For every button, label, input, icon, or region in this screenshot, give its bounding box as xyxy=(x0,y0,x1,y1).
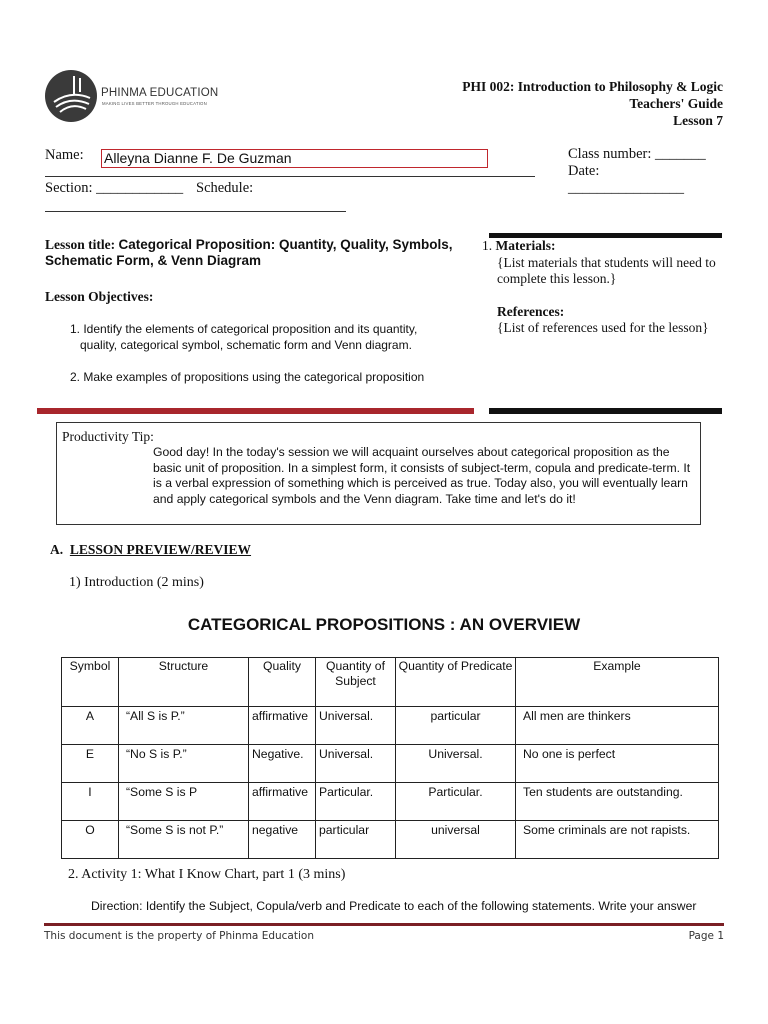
table-cell: “All S is P.” xyxy=(119,707,249,745)
intro-item: 1) Introduction (2 mins) xyxy=(69,575,204,590)
materials-number: 1. xyxy=(482,238,493,253)
section-a-heading xyxy=(50,542,251,558)
table-header: Symbol xyxy=(62,658,119,707)
section-a-prefix: A. xyxy=(50,542,64,557)
table-cell: No one is perfect xyxy=(516,745,719,783)
lesson-number: Lesson 7 xyxy=(673,113,723,128)
activity-title: 2. Activity 1: What I Know Chart, part 1 (3 mins) xyxy=(68,867,346,882)
overview-title: CATEGORICAL PROPOSITIONS : AN OVERVIEW xyxy=(187,615,581,634)
lesson-title-label: Lesson title: xyxy=(45,237,116,252)
date-label: Date: xyxy=(568,163,600,179)
table-row xyxy=(62,745,719,783)
schedule-label: Schedule: xyxy=(196,180,254,196)
table-header: Structure xyxy=(119,658,249,707)
activity-direction: Direction: Identify the Subject, Copula/verb and Predicate to each of the following statements. Write your answer xyxy=(91,899,697,913)
table-cell: universal xyxy=(396,821,516,859)
schedule-underline xyxy=(45,211,346,212)
table-header: Quantity of Subject xyxy=(316,658,396,707)
name-field[interactable]: Alleyna Dianne F. De Guzman xyxy=(101,149,488,168)
table-cell: Universal. xyxy=(316,745,396,783)
table-header-row xyxy=(62,658,719,707)
table-cell: Some criminals are not rapists. xyxy=(516,821,719,859)
divider-bottom-left xyxy=(37,408,474,414)
table-cell: Universal. xyxy=(316,707,396,745)
table-cell: affirmative xyxy=(249,707,316,745)
table-header: Example xyxy=(516,658,719,707)
table-cell: O xyxy=(62,821,119,859)
table-cell: affirmative xyxy=(249,783,316,821)
table-header: Quantity of Predicate xyxy=(396,658,516,707)
guide-label: Teachers' Guide xyxy=(629,96,723,111)
productivity-tip-text: Good day! In the today's session we will acquaint ourselves about categorical proposition as the basic unit of proposition. In a simplest form, it consists of subject-term, copula and predicate-term. It is a verbal expression of something which is perceived as true. Today also, you will eventually learn and apply categorical symbols and the Venn diagram. Take time and let's do it! xyxy=(153,445,691,506)
table-cell: I xyxy=(62,783,119,821)
lesson-title: Categorical Proposition: Quantity, Quality, Symbols, Schematic Form, & Venn Diagram xyxy=(45,237,453,268)
footer-divider xyxy=(44,923,724,926)
materials-block xyxy=(482,238,722,337)
table-cell: Universal. xyxy=(396,745,516,783)
table-cell: Particular. xyxy=(396,783,516,821)
table-cell: “No S is P.” xyxy=(119,745,249,783)
logo-tagline: MAKING LIVES BETTER THROUGH EDUCATION xyxy=(102,101,207,106)
table-header: Quality xyxy=(249,658,316,707)
table-cell: All men are thinkers xyxy=(516,707,719,745)
objective-item: 1. Identify the elements of categorical proposition and its quantity, xyxy=(70,322,418,336)
table-cell: negative xyxy=(249,821,316,859)
course-title: PHI 002: Introduction to Philosophy & Logic xyxy=(462,79,723,94)
lesson-title-block xyxy=(45,237,470,269)
logo-text: PHINMA EDUCATION xyxy=(101,87,219,99)
date-line: ________________ xyxy=(568,180,684,196)
objective-item: quality, categorical symbol, schematic form and Venn diagram. xyxy=(80,338,412,352)
table-row xyxy=(62,821,719,859)
table-cell: Particular. xyxy=(316,783,396,821)
productivity-tip-label: Productivity Tip: xyxy=(62,429,154,444)
materials-text: {List materials that students will need to complete this lesson.} xyxy=(497,254,716,286)
objectives-list xyxy=(70,321,470,385)
table-cell: particular xyxy=(396,707,516,745)
table-cell: E xyxy=(62,745,119,783)
objective-item: 2. Make examples of propositions using the categorical proposition xyxy=(70,370,425,384)
footer-property-text: This document is the property of Phinma Education xyxy=(44,930,314,942)
materials-label: Materials: xyxy=(495,238,556,253)
table-cell: Ten students are outstanding. xyxy=(516,783,719,821)
references-text: {List of references used for the lesson} xyxy=(497,320,709,335)
divider-bottom-right xyxy=(489,408,722,414)
table-row xyxy=(62,707,719,745)
table-cell: particular xyxy=(316,821,396,859)
objectives-label: Lesson Objectives: xyxy=(45,289,154,304)
footer-page-number: Page 1 xyxy=(688,930,724,942)
class-number-label: Class number: _______ xyxy=(568,146,706,162)
propositions-table xyxy=(61,657,719,859)
section-a-title: LESSON PREVIEW/REVIEW xyxy=(69,542,252,557)
table-cell: “Some S is not P.” xyxy=(119,821,249,859)
table-cell: Negative. xyxy=(249,745,316,783)
table-cell: “Some S is P xyxy=(119,783,249,821)
name-underline xyxy=(45,176,535,177)
name-label: Name: xyxy=(45,147,84,163)
table-cell: A xyxy=(62,707,119,745)
document-header xyxy=(462,78,723,129)
table-row xyxy=(62,783,719,821)
section-label: Section: ____________ xyxy=(45,180,184,196)
references-label: References: xyxy=(497,303,565,319)
